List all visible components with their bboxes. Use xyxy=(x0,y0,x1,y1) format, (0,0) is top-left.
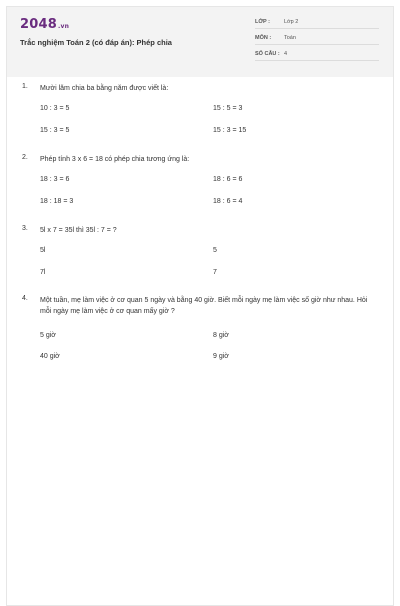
answer-option[interactable]: 5 xyxy=(213,247,217,254)
question-number: 2. xyxy=(22,154,28,161)
meta-row-count xyxy=(255,49,379,61)
answer-option[interactable]: 8 giờ xyxy=(213,332,229,339)
logo-suffix: .vn xyxy=(57,23,70,30)
question-number: 4. xyxy=(22,295,28,302)
answer-option[interactable]: 18 : 6 = 4 xyxy=(213,198,243,205)
question-stem: Phép tính 3 x 6 = 18 có phép chia tương ứng là: xyxy=(40,156,190,163)
meta-row-class xyxy=(255,17,379,29)
question-number: 1. xyxy=(22,83,28,90)
meta-value: 4 xyxy=(284,51,288,57)
answer-option[interactable]: 7l xyxy=(40,269,46,276)
worksheet-header xyxy=(7,7,393,77)
answer-option[interactable]: 18 : 3 = 6 xyxy=(40,176,70,183)
answer-option[interactable]: 10 : 3 = 5 xyxy=(40,105,70,112)
question-stem: Mười lăm chia ba bằng năm được viết là: xyxy=(40,85,169,92)
answer-option[interactable]: 5l xyxy=(40,247,46,254)
question-stem: 5l x 7 = 35l thì 35l : 7 = ? xyxy=(40,227,117,234)
answer-option[interactable]: 18 : 6 = 6 xyxy=(213,176,243,183)
question-number: 3. xyxy=(22,225,28,232)
meta-label: LỚP : xyxy=(255,19,270,25)
site-logo[interactable] xyxy=(20,17,69,32)
meta-row-subject xyxy=(255,33,379,45)
answer-option[interactable]: 18 : 18 = 3 xyxy=(40,198,74,205)
meta-label: SỐ CÂU : xyxy=(255,51,280,57)
question-stem: Một tuần, mẹ làm việc ở cơ quan 5 ngày và bằng 40 giờ. Biết mỗi ngày mẹ làm việc số giờ như nhau. Hỏi mỗi ngày mẹ làm việc ở cơ quan mấy giờ ? xyxy=(40,297,368,315)
answer-option[interactable]: 7 xyxy=(213,269,217,276)
meta-value: Toán xyxy=(284,35,296,41)
answer-option[interactable]: 15 : 3 = 15 xyxy=(213,127,247,134)
answer-option[interactable]: 5 giờ xyxy=(40,332,56,339)
answer-option[interactable]: 15 : 3 = 5 xyxy=(40,127,70,134)
logo-text: 2048 xyxy=(20,17,57,32)
answer-option[interactable]: 9 giờ xyxy=(213,353,229,360)
page-title: Trắc nghiệm Toán 2 (có đáp án): Phép chia xyxy=(20,38,172,47)
meta-value: Lớp 2 xyxy=(284,19,299,25)
answer-option[interactable]: 40 giờ xyxy=(40,353,60,360)
answer-option[interactable]: 15 : 5 = 3 xyxy=(213,105,243,112)
worksheet xyxy=(6,6,394,606)
meta-label: MÔN : xyxy=(255,35,272,41)
